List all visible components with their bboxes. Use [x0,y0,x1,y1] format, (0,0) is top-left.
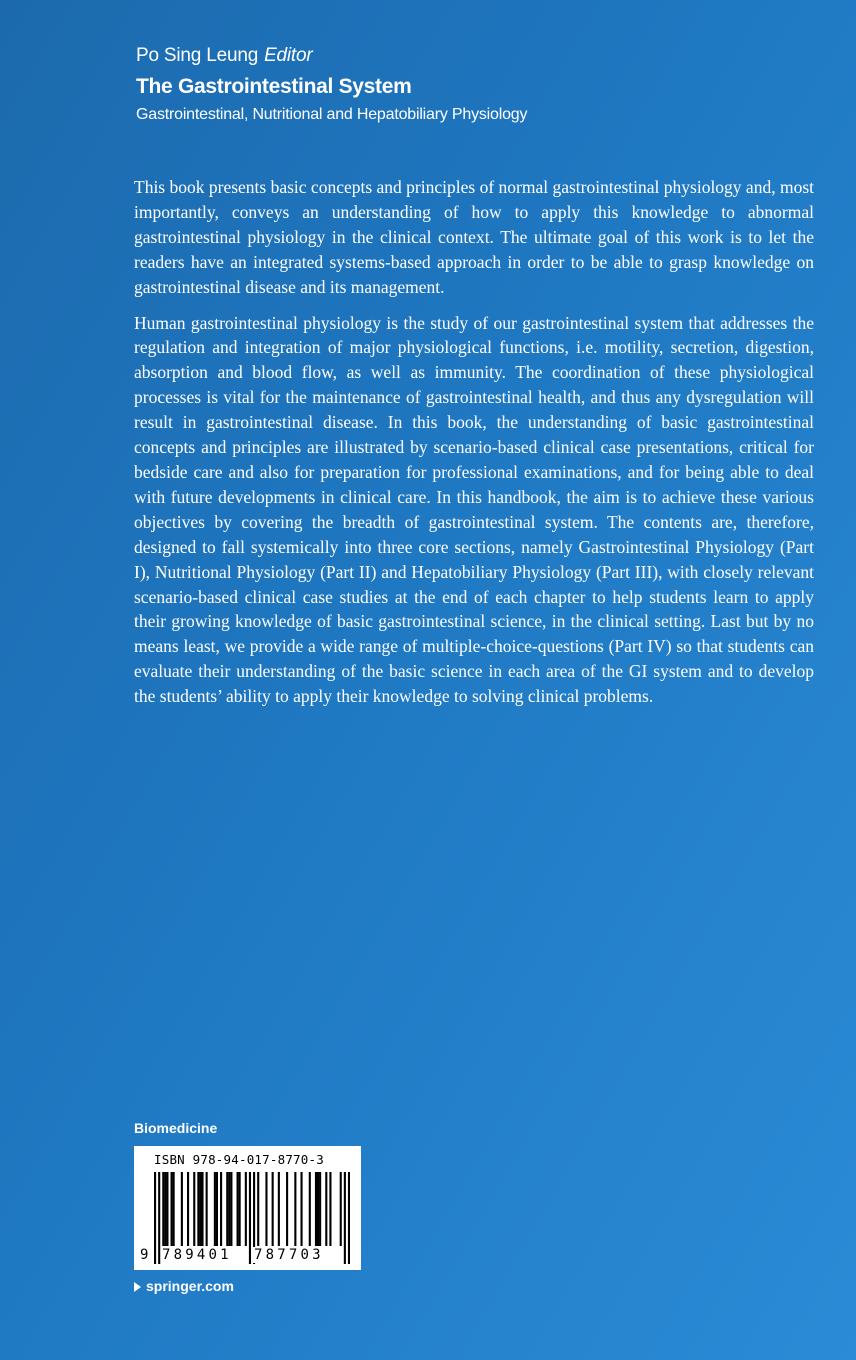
publisher-label: springer.com [146,1278,234,1294]
isbn-label: ISBN 978-94-017-8770-3 [154,1152,324,1167]
barcode-bar [329,1172,331,1246]
description-paragraph-2: Human gastrointestinal physiology is the study of our gastrointestinal system that addresses the regulation and integration of major physiological functions, i.e. motility, secretion, digestion, absorption and blood flow, as well as immunity. The coordination of these physiological processes is vital for the maintenance of gastrointestinal health, and thus any dysregulation will result in gastrointestinal disease. In this book, the understanding of basic gastrointestinal concepts and principles are illustrated by scenario-based clinical case presentations, critical for bedside care and also for preparation for professional examinations, and for being able to deal with future developments in clinical care. In this handbook, the aim is to achieve these various objectives by covering the breadth of gastrointestinal system. The contents are, therefore, designed to fall systemically into three core sections, namely Gastrointestinal Physiology (Part I), Nutritional Physiology (Part II) and Hepatobiliary Physiology (Part III), with closely relevant scenario-based clinical case studies at the end of each chapter to help students learn to apply their growing knowledge of basic gastrointestinal science, in the clinical setting. Last but by no means least, we provide a wide range of multiple-choice-questions (Part IV) so that students can evaluate their understanding of the basic science in each area of the GI system and to develop the students’ ability to apply their knowledge to solving clinical problems. [134,312,814,707]
ean-first-digit: 9 [140,1247,149,1263]
author-name: Po Sing Leung [136,45,259,66]
barcode-bar [272,1172,274,1246]
barcode-panel [134,1146,361,1270]
book-subtitle: Gastrointestinal, Nutritional and Hepatobiliary Physiology [136,106,528,123]
barcode-bar [294,1172,296,1246]
barcode-bar [309,1172,311,1246]
barcode-bar [197,1172,199,1246]
cover-header [136,44,816,127]
barcode-bar [199,1172,201,1246]
triangle-arrow-icon [134,1282,141,1292]
barcode-bar [220,1172,222,1246]
barcode-bar [158,1172,160,1264]
barcode-bar [315,1172,317,1246]
barcode-bar [257,1172,259,1246]
barcode-bar [265,1172,267,1246]
barcode-bar [300,1172,302,1246]
author-role: Editor [264,45,313,66]
ean-left-digits: 789401 [162,1247,232,1263]
ean-right-digits: 787703 [254,1247,324,1263]
barcode-bar [230,1172,232,1246]
barcode-bar [228,1172,230,1246]
barcode-bar [187,1172,189,1246]
barcode-bar [239,1172,241,1246]
barcode-bar [340,1172,342,1246]
barcode-bar [344,1172,346,1264]
barcode-bar [226,1172,228,1246]
barcode-bar [245,1172,247,1246]
book-title: The Gastrointestinal System [136,75,412,98]
barcode-bar [348,1172,350,1264]
barcode-bar [154,1172,156,1264]
barcode-bar [164,1172,166,1246]
barcode-bar [193,1172,195,1246]
barcode-bar [319,1172,321,1246]
barcode-bar [166,1172,168,1246]
publisher-link[interactable] [134,1276,234,1296]
barcode-bar [249,1172,251,1264]
author-line [136,44,816,68]
book-description [134,175,814,720]
barcode-bar [237,1172,239,1246]
barcode-bar [162,1172,164,1246]
barcode-bar [173,1172,175,1246]
barcode-bar [206,1172,208,1246]
barcode-bar [171,1172,173,1246]
barcode-bar [317,1172,319,1246]
barcode-bar [181,1172,183,1246]
barcode-bar [325,1172,327,1246]
series-name: Biomedicine [134,1120,218,1136]
barcode-bar [286,1172,288,1246]
barcode-bar [216,1172,218,1246]
barcode-bar [201,1172,203,1246]
barcode-bar [214,1172,216,1246]
description-paragraph-1: This book presents basic concepts and principles of normal gastrointestinal physiology and, most importantly, conveys an understanding of how to apply this knowledge to abnormal gastrointestinal physiology in the clinical context. The ultimate goal of this work is to let the readers have an integrated systems-based approach in order to be able to grasp knowledge on gastrointestinal disease and its management. [134,177,814,297]
barcode-bar [278,1172,280,1246]
